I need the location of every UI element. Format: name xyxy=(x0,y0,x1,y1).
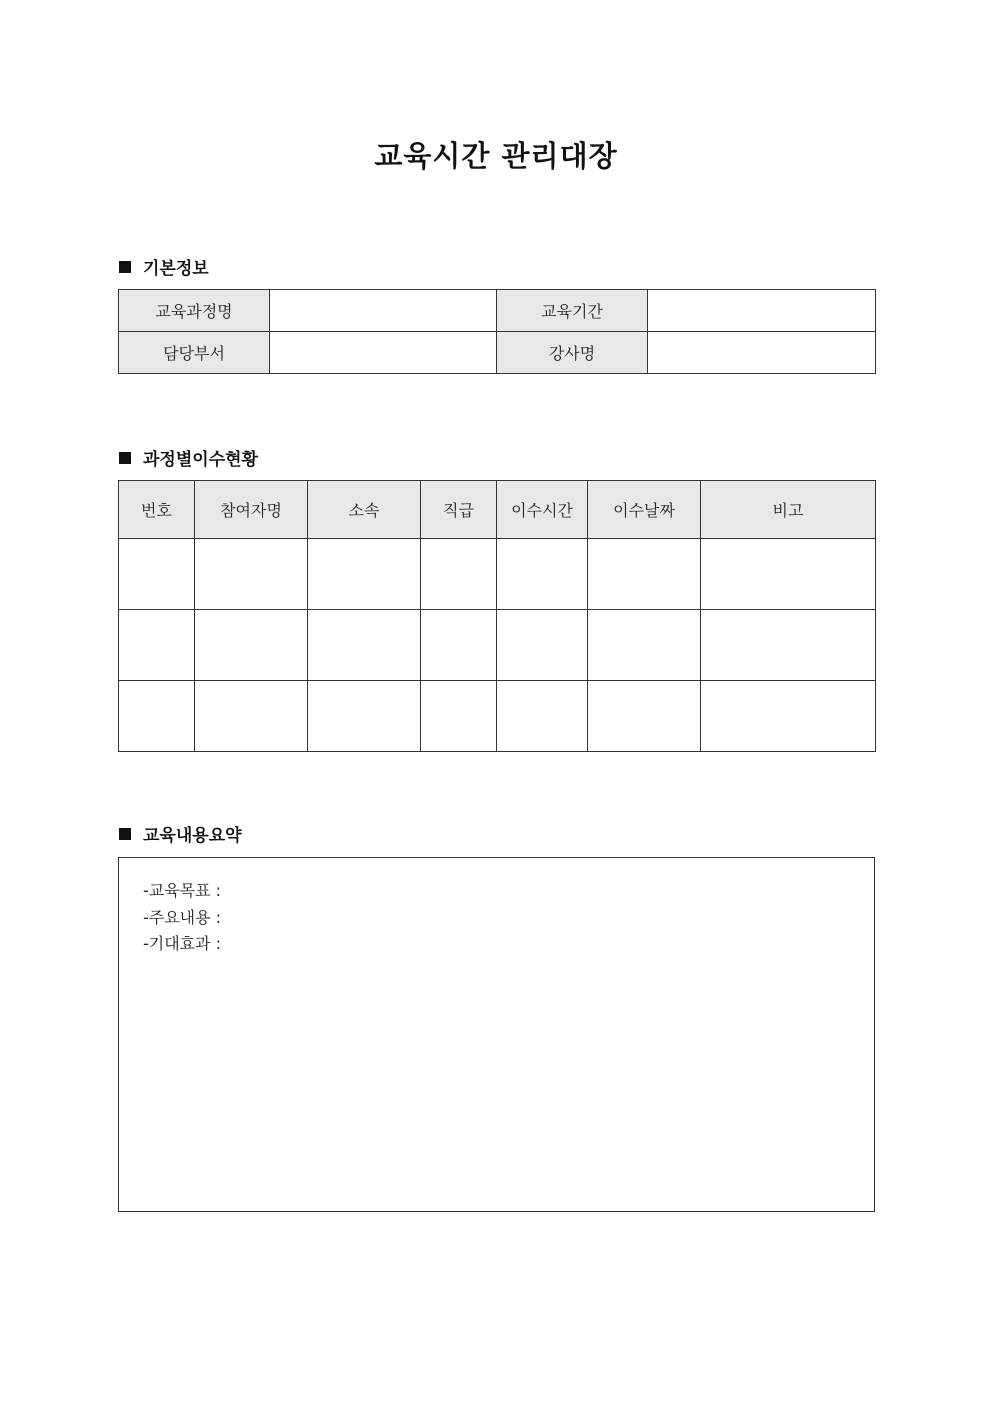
summary-line-content: -주요내용 : xyxy=(143,907,222,927)
square-bullet-icon xyxy=(119,452,131,464)
table-cell[interactable] xyxy=(119,610,195,681)
column-header-remarks: 비고 xyxy=(701,481,876,539)
instructor-label: 강사명 xyxy=(497,332,648,374)
table-cell[interactable] xyxy=(308,539,421,610)
section-heading-basic-info xyxy=(119,254,209,279)
department-field[interactable] xyxy=(270,332,497,374)
table-cell[interactable] xyxy=(119,539,195,610)
summary-line-objective: -교육목표 : xyxy=(143,881,222,900)
column-header-participant: 참여자명 xyxy=(195,481,308,539)
section-heading-completion-status xyxy=(119,445,258,470)
section-heading-summary xyxy=(119,821,242,846)
course-name-field[interactable] xyxy=(270,290,497,332)
completion-status-table xyxy=(118,480,876,752)
table-cell[interactable] xyxy=(497,681,588,752)
section-heading-label: 과정별이수현황 xyxy=(143,450,258,470)
course-name-label: 교육과정명 xyxy=(119,290,270,332)
department-label: 담당부서 xyxy=(119,332,270,374)
table-cell[interactable] xyxy=(308,681,421,752)
table-cell[interactable] xyxy=(701,681,876,752)
column-header-date: 이수날짜 xyxy=(588,481,701,539)
column-header-position: 직급 xyxy=(421,481,497,539)
table-row xyxy=(119,681,876,752)
table-cell[interactable] xyxy=(497,539,588,610)
square-bullet-icon xyxy=(119,261,131,273)
column-header-affiliation: 소속 xyxy=(308,481,421,539)
square-bullet-icon xyxy=(119,828,131,840)
column-header-number: 번호 xyxy=(119,481,195,539)
section-heading-label: 교육내용요약 xyxy=(143,826,242,846)
summary-textbox[interactable] xyxy=(118,857,875,1212)
table-cell[interactable] xyxy=(497,610,588,681)
training-period-label: 교육기간 xyxy=(497,290,648,332)
section-heading-label: 기본정보 xyxy=(143,259,209,279)
basic-info-table xyxy=(118,289,876,374)
table-row xyxy=(119,610,876,681)
table-cell[interactable] xyxy=(588,681,701,752)
table-cell[interactable] xyxy=(119,681,195,752)
table-cell[interactable] xyxy=(588,539,701,610)
table-row xyxy=(119,290,876,332)
table-cell[interactable] xyxy=(421,610,497,681)
table-cell[interactable] xyxy=(701,539,876,610)
table-cell[interactable] xyxy=(308,610,421,681)
table-cell[interactable] xyxy=(195,539,308,610)
training-period-field[interactable] xyxy=(648,290,876,332)
table-cell[interactable] xyxy=(421,539,497,610)
table-cell[interactable] xyxy=(588,610,701,681)
page-title: 교육시간 관리대장 xyxy=(374,139,618,173)
summary-line-effect: -기대효과 : xyxy=(143,934,222,953)
table-cell[interactable] xyxy=(421,681,497,752)
table-header-row xyxy=(119,481,876,539)
table-cell[interactable] xyxy=(195,610,308,681)
column-header-hours: 이수시간 xyxy=(497,481,588,539)
table-row xyxy=(119,539,876,610)
table-cell[interactable] xyxy=(701,610,876,681)
table-cell[interactable] xyxy=(195,681,308,752)
instructor-field[interactable] xyxy=(648,332,876,374)
table-row xyxy=(119,332,876,374)
